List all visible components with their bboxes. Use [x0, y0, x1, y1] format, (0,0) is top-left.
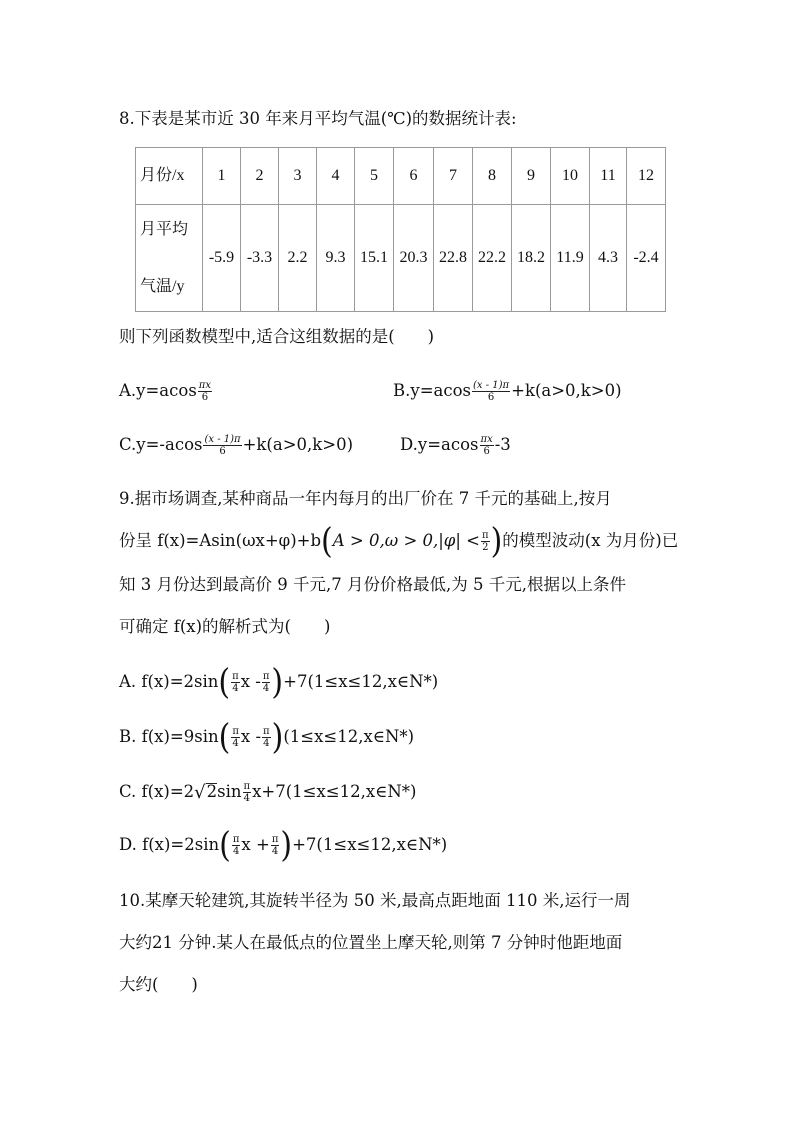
- table-cell: 4.3: [590, 205, 627, 312]
- q8-stem: 8.下表是某市近 30 年来月平均气温(℃)的数据统计表:: [119, 109, 517, 128]
- fraction-bottom: 6: [487, 392, 495, 403]
- q8-question: 则下列函数模型中,适合这组数据的是( ): [119, 327, 435, 346]
- q9-option-c-suffix: x+7(1≤x≤12,x∈N*): [252, 782, 417, 801]
- table-cell: -3.3: [241, 205, 279, 312]
- right-paren: ): [280, 824, 293, 866]
- q8-option-b: [393, 380, 622, 403]
- table-cell: 4: [317, 148, 355, 205]
- table-cell: 2.2: [279, 205, 317, 312]
- fraction-bottom: 2: [482, 542, 489, 553]
- table-cell: -2.4: [627, 205, 666, 312]
- fraction-top: π: [271, 834, 279, 845]
- fraction-top: (x - 1)π: [204, 434, 241, 445]
- fraction: [262, 726, 271, 749]
- fraction-bottom: 4: [232, 846, 240, 857]
- temperature-table: [135, 147, 666, 312]
- table-cell: 7: [434, 148, 473, 205]
- q9-option-d: [119, 824, 448, 866]
- q9-option-c-prefix: C. f(x)=2: [119, 782, 195, 801]
- table-cell: 9.3: [317, 205, 355, 312]
- q10-line2: 大约21 分钟.某人在最低点的位置坐上摩天轮,则第 7 分钟时他距地面: [119, 933, 623, 952]
- table-cell: 20.3: [394, 205, 434, 312]
- q10-line3: 大约( ): [119, 975, 198, 994]
- sin-text: sin: [217, 782, 242, 801]
- table-cell: 10: [551, 148, 590, 205]
- inner-text: x -: [240, 672, 261, 691]
- fraction: [232, 834, 241, 857]
- inner-text: x -: [240, 727, 262, 746]
- q9-option-b-suffix: (1≤x≤12,x∈N*): [283, 727, 415, 746]
- fraction: [203, 434, 241, 457]
- q8-option-a-prefix: A.y=acos: [119, 381, 197, 400]
- q8-option-a: [119, 380, 213, 403]
- q9-option-b: [119, 716, 415, 758]
- fraction-bottom: 4: [271, 846, 279, 857]
- left-paren: (: [218, 716, 231, 758]
- temp-header-line2: 气温/y: [140, 278, 185, 295]
- table-header-temp: [136, 205, 203, 312]
- q9-option-d-suffix: +7(1≤x≤12,x∈N*): [292, 835, 448, 854]
- table-cell: 11: [590, 148, 627, 205]
- fraction-bottom: 6: [201, 392, 209, 403]
- fraction-bottom: 6: [483, 446, 490, 457]
- fraction-top: π: [482, 530, 489, 541]
- q8-option-d-suffix: -3: [494, 435, 511, 454]
- fraction: [231, 726, 240, 749]
- q9-line4: 可确定 f(x)的解析式为( ): [119, 617, 331, 636]
- table-cell: -5.9: [203, 205, 241, 312]
- fraction: [271, 834, 280, 857]
- fraction: [480, 434, 494, 457]
- table-header-month: 月份/x: [136, 148, 203, 205]
- q8-option-b-suffix: +k(a>0,k>0): [511, 381, 622, 400]
- q9-line2-prefix: 份呈 f(x)=Asin(ωx+φ)+b: [119, 531, 322, 550]
- fraction: [198, 380, 212, 403]
- q9-option-a: [119, 661, 439, 703]
- left-paren: (: [219, 824, 231, 866]
- fraction: [243, 781, 252, 804]
- q9-option-a-suffix: +7(1≤x≤12,x∈N*): [283, 672, 439, 691]
- table-cell: 22.2: [473, 205, 512, 312]
- table-cell: 6: [394, 148, 434, 205]
- fraction-top: πx: [480, 434, 493, 445]
- q9-line2-suffix: 的模型波动(x 为月份)已: [502, 531, 679, 550]
- temp-header-line1: 月平均: [140, 221, 189, 238]
- fraction-top: π: [263, 726, 270, 737]
- sqrt-icon: √: [194, 782, 206, 803]
- fraction-top: (x - 1)π: [473, 380, 510, 391]
- q8-option-c: [119, 434, 353, 457]
- fraction-top: π: [232, 671, 239, 682]
- q9-line2: [119, 520, 679, 562]
- q9-line3: 知 3 月份达到最高价 9 千元,7 月份价格最低,为 5 千元,根据以上条件: [119, 575, 626, 594]
- table-cell: 9: [512, 148, 551, 205]
- table-cell: 5: [355, 148, 394, 205]
- table-cell: 8: [473, 148, 512, 205]
- table-cell: 2: [241, 148, 279, 205]
- right-paren: ): [271, 716, 284, 758]
- right-paren: ): [271, 661, 284, 703]
- table-cell: 3: [279, 148, 317, 205]
- fraction-bottom: 6: [219, 446, 226, 457]
- left-paren: (: [218, 661, 231, 703]
- q8-option-c-prefix: C.y=-acos: [119, 435, 203, 454]
- fraction-top: π: [262, 671, 270, 682]
- table-cell: 1: [203, 148, 241, 205]
- table-cell: 18.2: [512, 205, 551, 312]
- left-paren: (: [321, 520, 333, 562]
- fraction-top: π: [243, 781, 251, 792]
- table-cell: 11.9: [551, 205, 590, 312]
- q8-option-c-suffix: +k(a>0,k>0): [242, 435, 354, 454]
- table-cell: 15.1: [355, 205, 394, 312]
- q9-option-b-prefix: B. f(x)=9sin: [119, 727, 219, 746]
- table-row: [136, 148, 666, 205]
- q10-line1: 10.某摩天轮建筑,其旋转半径为 50 米,最高点距地面 110 米,运行一周: [119, 891, 631, 910]
- fraction: [231, 671, 240, 694]
- q9-option-c: [119, 781, 416, 804]
- fraction-bottom: 4: [262, 683, 270, 694]
- q9-option-a-prefix: A. f(x)=2sin: [119, 672, 219, 691]
- q9-option-d-prefix: D. f(x)=2sin: [119, 835, 220, 854]
- fraction-top: πx: [198, 380, 212, 391]
- fraction-top: π: [232, 726, 239, 737]
- fraction: [472, 380, 510, 403]
- right-paren: ): [490, 520, 503, 562]
- table-cell: 12: [627, 148, 666, 205]
- table-row: [136, 205, 666, 312]
- table-cell: 22.8: [434, 205, 473, 312]
- sqrt-value: 2: [206, 782, 218, 801]
- fraction-bottom: 4: [243, 793, 250, 804]
- inner-text: x +: [241, 835, 270, 854]
- fraction-bottom: 4: [263, 738, 270, 749]
- fraction-bottom: 4: [232, 683, 239, 694]
- q8-option-d: [400, 434, 511, 457]
- q8-option-b-prefix: B.y=acos: [393, 381, 471, 400]
- fraction: [262, 671, 271, 694]
- fraction: [481, 530, 490, 553]
- fraction-top: π: [232, 834, 240, 845]
- q8-option-d-prefix: D.y=acos: [400, 435, 479, 454]
- fraction-bottom: 4: [232, 738, 239, 749]
- q9-condition: A > 0,ω > 0,|φ| <: [332, 531, 480, 550]
- q9-line1: 9.据市场调查,某种商品一年内每月的出厂价在 7 千元的基础上,按月: [119, 489, 612, 508]
